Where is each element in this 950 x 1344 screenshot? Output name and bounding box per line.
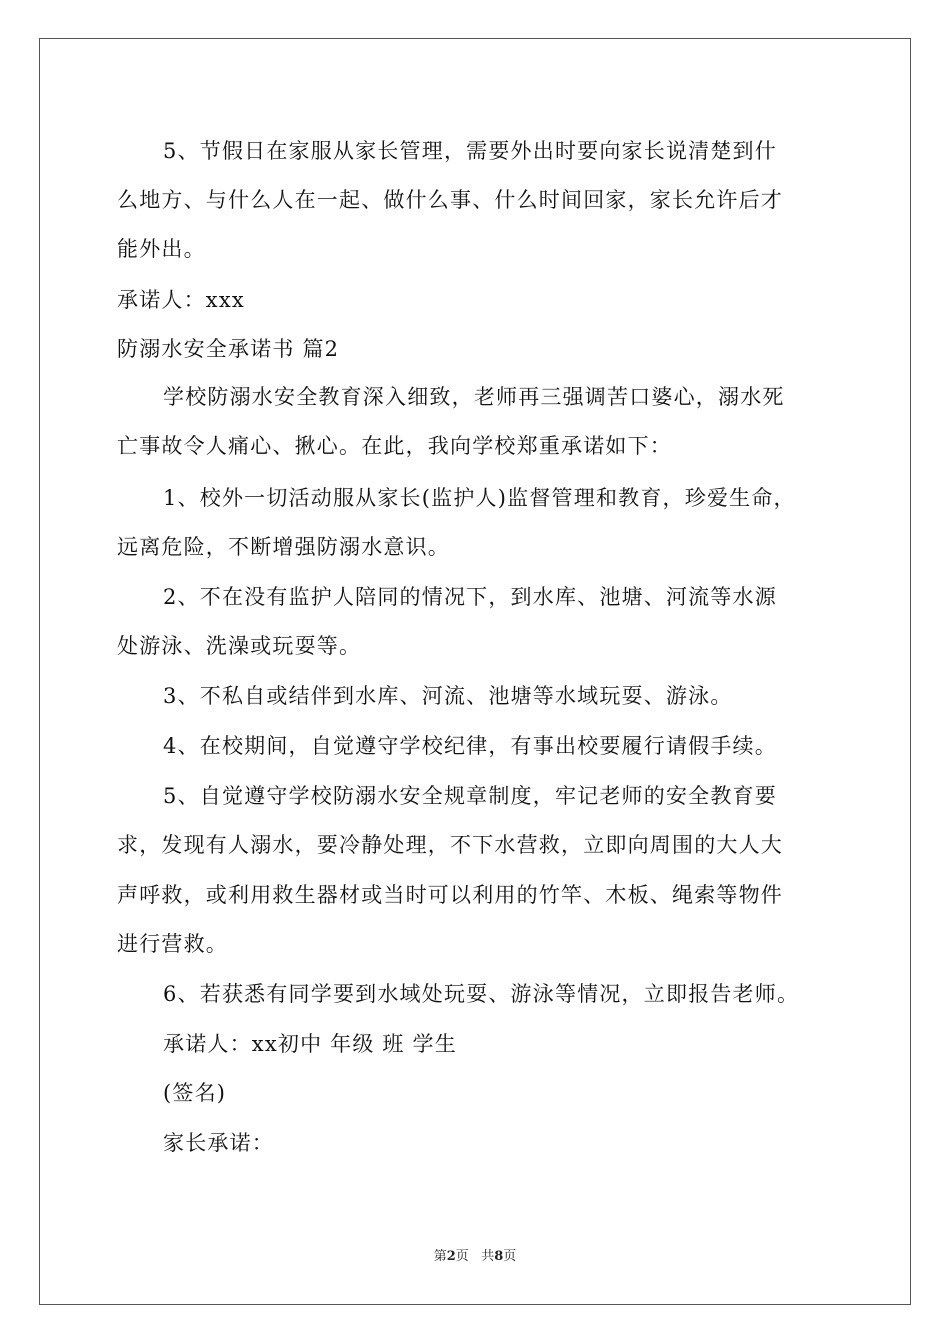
total-prefix: 共	[481, 1249, 495, 1264]
paragraph-line: 能外出。	[117, 237, 206, 261]
paragraph-line: 学校防溺水安全教育深入细致，老师再三强调苦口婆心，溺水死	[163, 385, 785, 409]
paragraph-line: 进行营救。	[117, 932, 228, 956]
paragraph-line: 远离危险，不断增强防溺水意识。	[117, 535, 450, 559]
signature-note: (签名)	[163, 1081, 227, 1105]
paragraph-line: 么地方、与什么人在一起、做什么事、什么时间回家，家长允许后才	[117, 188, 783, 212]
paragraph-line: 处游泳、洗澡或玩耍等。	[117, 634, 362, 658]
paragraph-line: 2、不在没有监护人陪同的情况下，到水库、池塘、河流等水源	[163, 585, 777, 609]
total-suffix: 页	[503, 1249, 517, 1264]
parent-promise-label: 家长承诺：	[163, 1131, 274, 1155]
page-number: 2	[446, 1249, 456, 1264]
signature-line: 承诺人：xx初中 年级 班 学生	[163, 1032, 457, 1056]
paragraph-line: 5、自觉遵守学校防溺水安全规章制度，牢记老师的安全教育要	[163, 784, 777, 808]
paragraph-line: 6、若获悉有同学要到水域处玩耍、游泳等情况，立即报告老师。	[163, 982, 800, 1006]
total-pages: 8	[494, 1249, 504, 1264]
page-footer	[0, 1245, 950, 1264]
section-heading: 防溺水安全承诺书 篇2	[117, 337, 340, 361]
paragraph-line: 声呼救，或利用救生器材或当时可以利用的竹竿、木板、绳索等物件	[117, 883, 783, 907]
page-border	[39, 38, 911, 1305]
paragraph-line: 3、不私自或结伴到水库、河流、池塘等水域玩耍、游泳。	[163, 684, 733, 708]
paragraph-line: 4、在校期间，自觉遵守学校纪律，有事出校要履行请假手续。	[163, 734, 777, 758]
paragraph-line: 5、节假日在家服从家长管理，需要外出时要向家长说清楚到什	[163, 139, 777, 163]
page-prefix: 第	[433, 1249, 447, 1264]
paragraph-line: 求，发现有人溺水，要冷静处理，不下水营救，立即向周围的大人大	[117, 833, 783, 857]
paragraph-line: 亡事故令人痛心、揪心。在此，我向学校郑重承诺如下：	[117, 434, 672, 458]
page-suffix: 页	[455, 1249, 469, 1264]
promiser-line: 承诺人：xxx	[117, 288, 245, 312]
paragraph-line: 1、校外一切活动服从家长(监护人)监督管理和教育，珍爱生命，	[163, 486, 796, 510]
